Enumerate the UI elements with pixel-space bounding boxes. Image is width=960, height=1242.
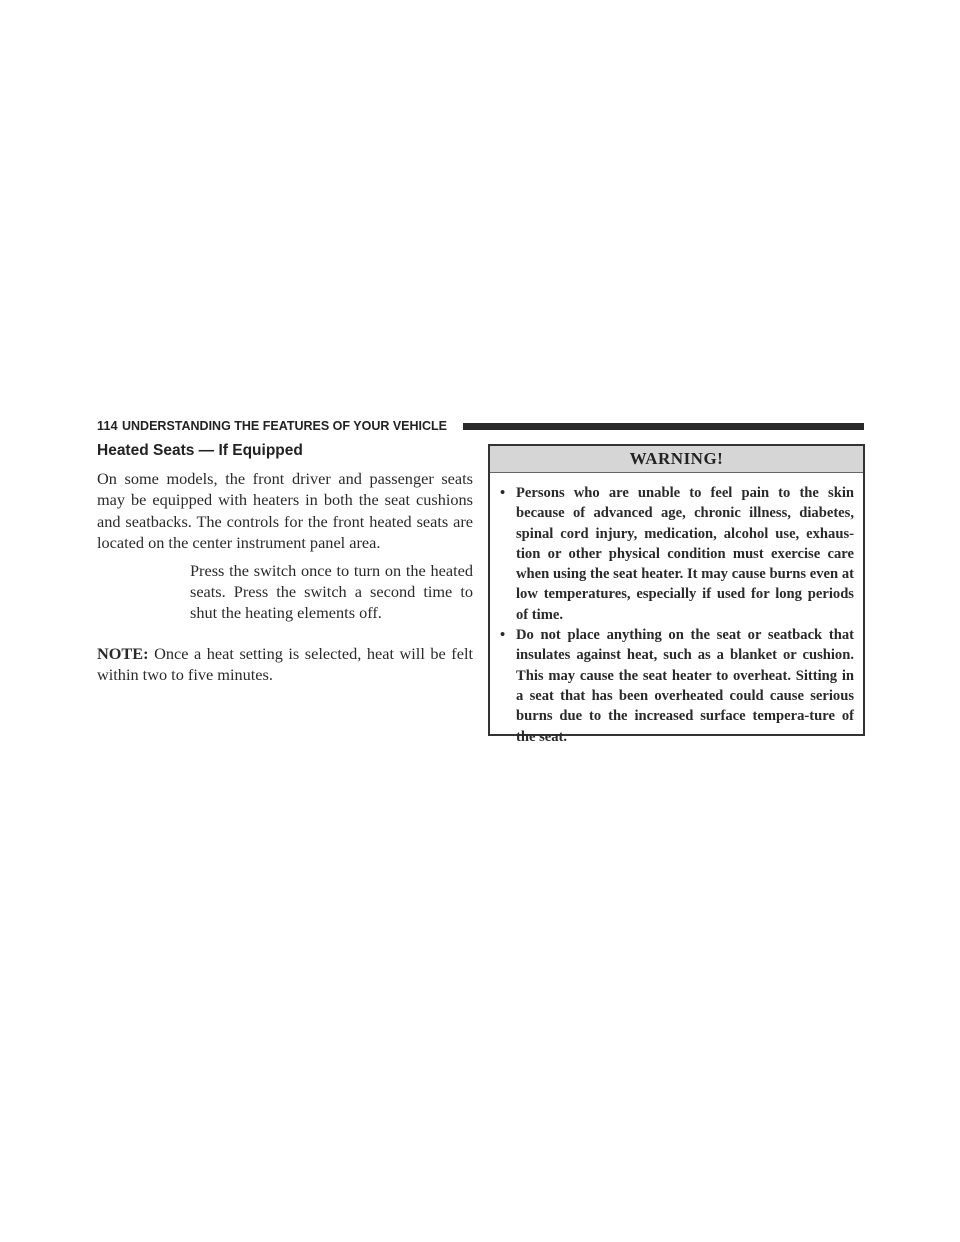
section-title: Heated Seats — If Equipped xyxy=(97,442,303,459)
note-text: Once a heat setting is selected, heat will be felt within two to five minutes. xyxy=(97,643,473,685)
warning-title: WARNING! xyxy=(490,446,863,473)
header-rule xyxy=(463,423,864,430)
page-header xyxy=(97,419,864,433)
warning-item-text: Persons who are unable to feel pain to the skin because of advanced age, chronic illness, diabetes, spinal cord injury, medication, alcohol use, exhaus-tion or other physical condition must exercise care when using the seat heater. It may cause burns even at low temperatures, especially if used for long periods of time. xyxy=(516,485,854,623)
bullet-icon: • xyxy=(500,485,506,501)
warning-item-text: Do not place anything on the seat or seatback that insulates against heat, such as a blanket or cushion. This may cause the seat heater to overheat. Sitting in a seat that has been overheated could cause serious burns due to the increased surface tempera-ture of the seat. xyxy=(516,627,854,745)
warning-list xyxy=(490,473,863,747)
main-column xyxy=(97,442,473,686)
note-paragraph xyxy=(97,643,473,686)
page-number: 114 xyxy=(97,419,118,433)
intro-paragraph: On some models, the front driver and passenger seats may be equipped with heaters in both the seat cushions and seatbacks. The controls for the front heated seats are located on the center instrument panel area. xyxy=(97,469,473,553)
bullet-icon: • xyxy=(500,627,506,644)
instruction-paragraph: Press the switch once to turn on the heated seats. Press the switch a second time to shut the heating elements off. xyxy=(190,560,473,623)
warning-box xyxy=(488,444,865,745)
note-label: NOTE: xyxy=(97,643,149,663)
chapter-title: UNDERSTANDING THE FEATURES OF YOUR VEHICLE xyxy=(122,419,448,433)
warning-item xyxy=(499,483,854,625)
warning-item xyxy=(499,625,854,747)
